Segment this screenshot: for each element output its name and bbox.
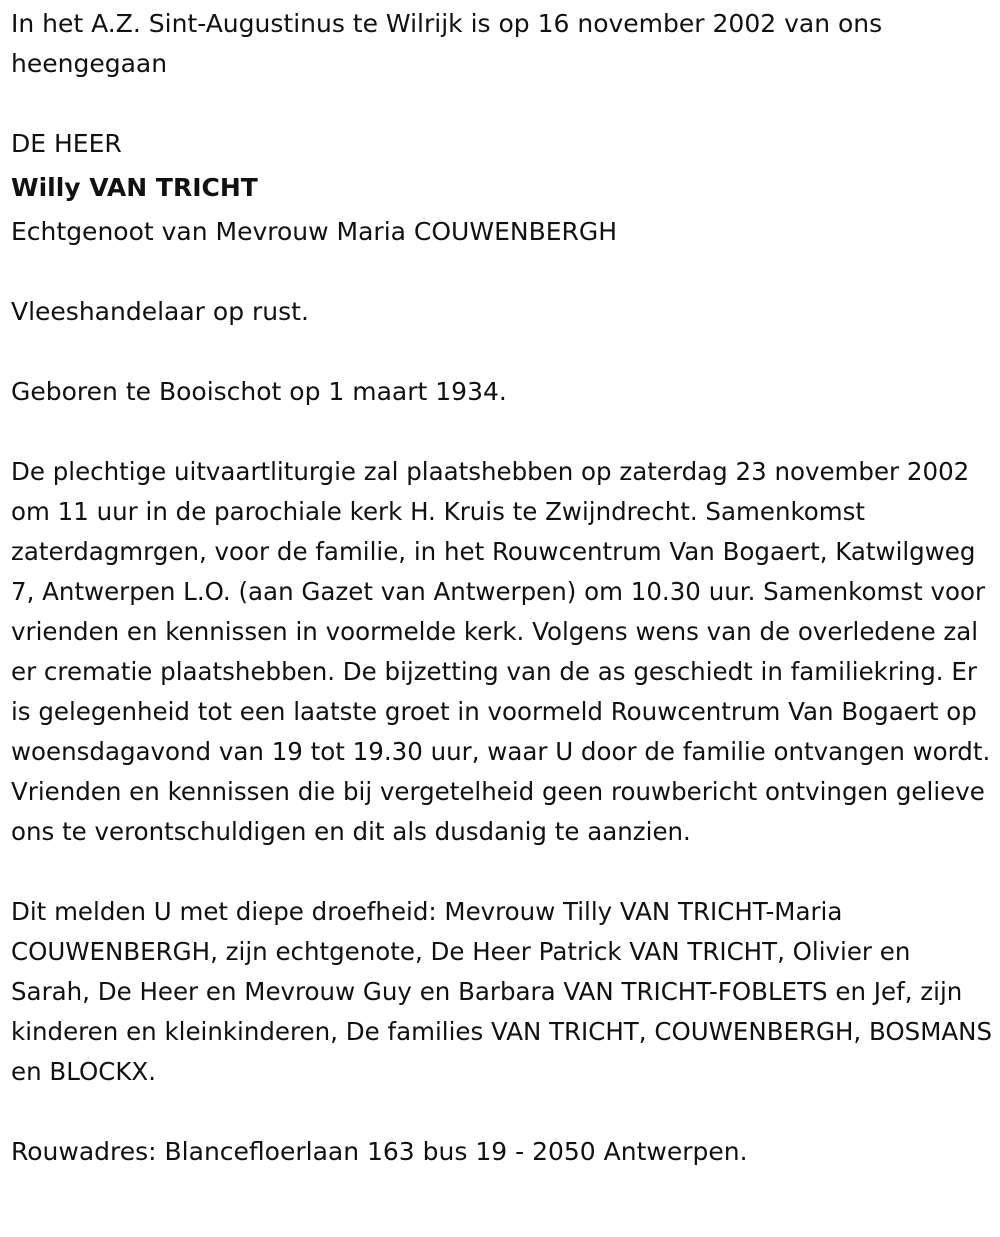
spacer: [11, 84, 992, 124]
spacer: [11, 1092, 992, 1132]
deceased-name: Willy VAN TRICHT: [11, 173, 258, 202]
spouse-line: Echtgenoot van Mevrouw Maria COUWENBERGH: [11, 217, 618, 246]
salutation: DE HEER: [11, 129, 122, 158]
spacer: [11, 252, 992, 292]
intro-paragraph: In het A.Z. Sint-Augustinus te Wilrijk is op 16 november 2002 van ons heengegaan: [11, 9, 883, 78]
family-paragraph: Dit melden U met diepe droefheid: Mevrouw Tilly VAN TRICHT-Maria COUWENBERGH, zijn echtgenote, De Heer Patrick VAN TRICHT, Olivier en Sarah, De Heer en Mevrouw Guy en Barbara VAN TRICHT-FOBLETS en Jef, zijn kinderen en kleinkinderen, De families VAN TRICHT, COUWENBERGH, BOSMANS en BLOCKX.: [11, 897, 992, 1086]
address-line: Rouwadres: Blancefloerlaan 163 bus 19 - 2050 Antwerpen.: [11, 1137, 748, 1166]
ceremony-paragraph: De plechtige uitvaartliturgie zal plaatshebben op zaterdag 23 november 2002 om 11 uur in de parochiale kerk H. Kruis te Zwijndrecht. Samenkomst zaterdagmrgen, voor de familie, in het Rouwcentrum Van Bogaert, Katwilgweg 7, Antwerpen L.O. (aan Gazet van Antwerpen) om 10.30 uur. Samenkomst voor vrienden en kennissen in voormelde kerk. Volgens wens van de overledene zal er crematie plaatshebben. De bijzetting van de as geschiedt in familiekring. Er is gelegenheid tot een laatste groet in voormeld Rouwcentrum Van Bogaert op woensdagavond van 19 tot 19.30 uur, waar U door de familie ontvangen wordt. Vrienden en kennissen die bij vergetelheid geen rouwbericht ontvingen gelieve ons te verontschuldigen en dit als dusdanig te aanzien.: [11, 457, 991, 846]
spacer: [11, 412, 992, 452]
occupation-line: Vleeshandelaar op rust.: [11, 297, 309, 326]
spacer: [11, 852, 992, 892]
spacer: [11, 332, 992, 372]
birth-line: Geboren te Booischot op 1 maart 1934.: [11, 377, 507, 406]
